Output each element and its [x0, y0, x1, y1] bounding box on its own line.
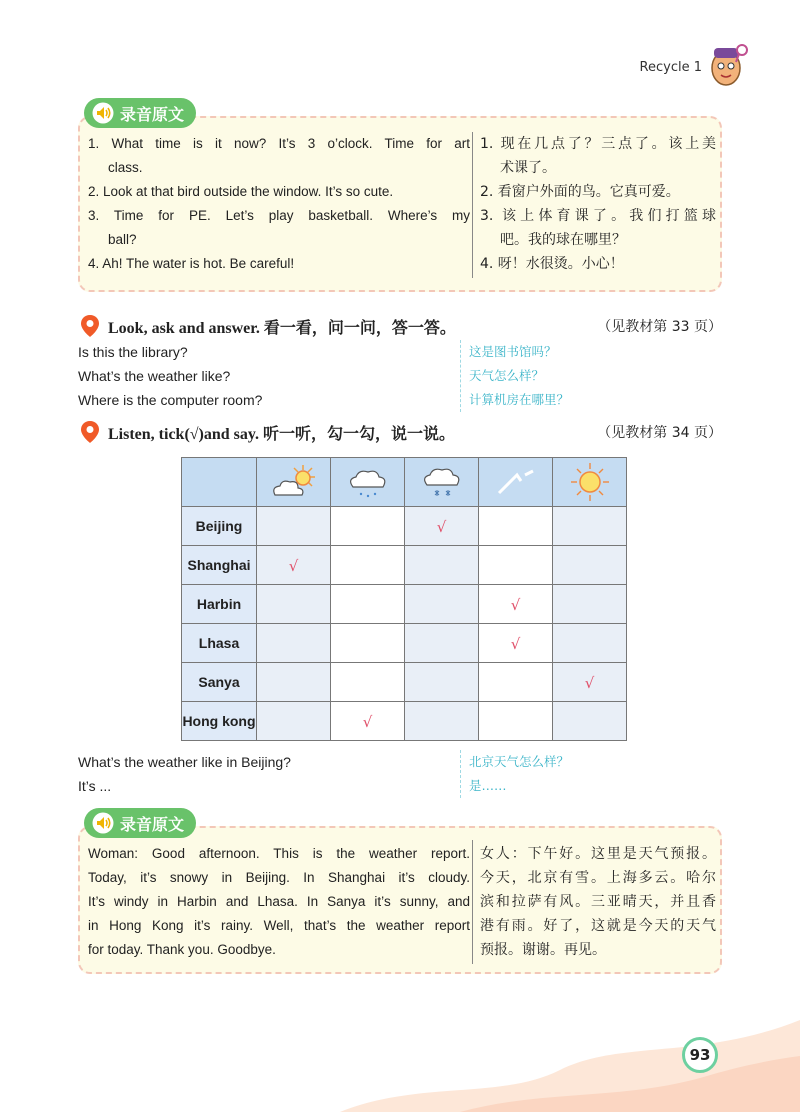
tick-cell[interactable]	[257, 546, 331, 585]
transcript-line: 滨和拉萨有风。三亚晴天，并且香	[480, 894, 716, 910]
transcript-line: 预报。谢谢。再见。	[480, 942, 606, 958]
translation-line: 计算机房在哪里？	[469, 392, 570, 407]
transcript-line: 3. Time for PE. Let’s play basketball. Where’s my	[88, 208, 470, 223]
question-line: What’s the weather like in Beijing?	[78, 754, 291, 770]
translation-line: 这是图书馆吗？	[469, 344, 557, 359]
transcript-2-english	[88, 842, 470, 962]
transcript-label-text: 录音原文	[120, 104, 185, 124]
city-name: Lhasa	[182, 624, 257, 663]
transcript-line: class.	[108, 160, 143, 175]
question-line: It’s ...	[78, 778, 112, 794]
tick-cell[interactable]	[479, 585, 553, 624]
tick-cell[interactable]	[331, 507, 405, 546]
tick-cell[interactable]	[257, 624, 331, 663]
section-title: Look, ask and answer. 看一看，问一问，答一答。	[108, 319, 456, 337]
location-pin-icon	[80, 314, 100, 338]
translation-line: 天气怎么样？	[469, 368, 545, 383]
question-line: Where is the computer room?	[78, 392, 263, 408]
col-windy	[479, 458, 553, 507]
tick-cell[interactable]	[405, 624, 479, 663]
transcript-line: 1. 现在几点了？三点了。该上美	[480, 136, 716, 152]
weather-table-header	[182, 458, 627, 507]
page-number: 93	[682, 1037, 718, 1073]
tick-cell[interactable]	[553, 546, 627, 585]
translation-line: 北京天气怎么样？	[469, 754, 570, 769]
city-name: Sanya	[182, 663, 257, 702]
transcript-line: Woman: Good afternoon. This is the weather report.	[88, 846, 470, 861]
location-pin-icon	[80, 420, 100, 444]
check-mark-icon: √	[362, 712, 373, 731]
check-mark-icon: √	[436, 517, 447, 536]
tick-cell[interactable]	[257, 663, 331, 702]
section-listen-tick-say	[80, 419, 722, 445]
section-title: Listen, tick(√)and say. 听一听，勾一勾，说一说。	[108, 425, 456, 443]
textbook-reference: （见教材第 33 页）	[597, 319, 722, 335]
transcript-line: 吧。我的球在哪里？	[500, 232, 626, 248]
transcript-line: 今天，北京有雪。上海多云。哈尔	[480, 870, 716, 886]
transcript-line: 港有雨。好了，这就是今天的天气	[480, 918, 716, 934]
question-line: Is this the library?	[78, 344, 188, 360]
transcript-label-text: 录音原文	[120, 814, 185, 834]
city-name: Shanghai	[182, 546, 257, 585]
col-rainy	[331, 458, 405, 507]
translation-line: 是……	[469, 778, 507, 793]
transcript-line: 1. What time is it now? It’s 3 o’clock. Time for art	[88, 136, 470, 151]
city-name: Harbin	[182, 585, 257, 624]
speaker-icon	[92, 812, 114, 834]
transcript-line: 2. 看窗户外面的鸟。它真可爱。	[480, 184, 680, 200]
tick-cell[interactable]	[553, 624, 627, 663]
transcript-line: for today. Thank you. Goodbye.	[88, 942, 276, 957]
sunny-icon	[563, 461, 617, 503]
tick-cell[interactable]	[553, 702, 627, 741]
tick-cell[interactable]	[479, 663, 553, 702]
column-divider	[472, 132, 473, 278]
column-divider	[472, 840, 473, 964]
snowy-icon	[415, 463, 469, 501]
col-snowy	[405, 458, 479, 507]
tick-cell[interactable]	[479, 624, 553, 663]
tick-cell[interactable]	[553, 507, 627, 546]
transcript-line: 术课了。	[500, 160, 556, 176]
textbook-reference: （见教材第 34 页）	[597, 425, 722, 441]
check-mark-icon: √	[288, 556, 299, 575]
windy-icon	[489, 463, 543, 501]
tick-cell[interactable]	[553, 585, 627, 624]
question-list	[78, 340, 262, 412]
tick-cell[interactable]	[405, 546, 479, 585]
question-line: What’s the weather like?	[78, 368, 231, 384]
speaker-icon	[92, 102, 114, 124]
followup-question-list	[78, 750, 291, 798]
transcript-line: ball?	[108, 232, 137, 247]
transcript-line: in Hong Kong it’s rainy. Well, that’s the weather report	[88, 918, 470, 933]
tick-cell[interactable]	[479, 702, 553, 741]
tick-cell[interactable]	[405, 507, 479, 546]
check-mark-icon: √	[584, 673, 595, 692]
city-name: Hong kong	[182, 702, 257, 741]
bottom-wave-decoration	[0, 1000, 800, 1112]
transcript-line: It’s windy in Harbin and Lhasa. In Sanya it’s sunny, and	[88, 894, 470, 909]
transcript-label-1	[84, 98, 196, 128]
col-sunny	[553, 458, 627, 507]
weather-row	[182, 702, 627, 741]
transcript-line: 4. 呀！水很烫。小心！	[480, 256, 624, 272]
tick-cell[interactable]	[405, 585, 479, 624]
unit-label: Recycle 1	[639, 60, 702, 75]
tick-cell[interactable]	[257, 507, 331, 546]
tick-cell[interactable]	[405, 702, 479, 741]
check-mark-icon: √	[510, 634, 521, 653]
transcript-2-chinese	[480, 842, 716, 962]
transcript-line: 3. 该上体育课了。我们打篮球	[480, 208, 716, 224]
followup-translation-list	[460, 750, 569, 798]
transcript-label-2	[84, 808, 196, 838]
weather-row	[182, 585, 627, 624]
rainy-icon	[341, 463, 395, 501]
transcript-line: Today, it’s snowy in Beijing. In Shanghai it’s cloudy.	[88, 870, 470, 885]
tick-cell[interactable]	[331, 546, 405, 585]
transcript-line: 女人：下午好。这里是天气预报。	[480, 846, 716, 862]
mascot-icon	[706, 40, 750, 92]
weather-row	[182, 546, 627, 585]
tick-cell[interactable]	[405, 663, 479, 702]
tick-cell[interactable]	[479, 507, 553, 546]
transcript-1-chinese	[480, 132, 716, 276]
tick-cell[interactable]	[331, 702, 405, 741]
transcript-box-1	[78, 116, 722, 292]
translation-list	[460, 340, 569, 412]
table-corner	[182, 458, 257, 507]
tick-cell[interactable]	[257, 702, 331, 741]
check-mark-icon: √	[510, 595, 521, 614]
transcript-line: 4. Ah! The water is hot. Be careful!	[88, 256, 295, 271]
sunny-cloudy-icon	[267, 463, 321, 501]
transcript-line: 2. Look at that bird outside the window. It’s so cute.	[88, 184, 394, 199]
tick-cell[interactable]	[479, 546, 553, 585]
tick-cell[interactable]	[331, 624, 405, 663]
tick-cell[interactable]	[257, 585, 331, 624]
tick-cell[interactable]	[331, 663, 405, 702]
weather-row	[182, 507, 627, 546]
city-name: Beijing	[182, 507, 257, 546]
tick-cell[interactable]	[553, 663, 627, 702]
transcript-box-2	[78, 826, 722, 974]
weather-row	[182, 624, 627, 663]
tick-cell[interactable]	[331, 585, 405, 624]
weather-table	[181, 457, 627, 741]
col-sunny-cloudy	[257, 458, 331, 507]
transcript-1-english	[88, 132, 470, 276]
section-look-ask-answer	[80, 313, 722, 339]
weather-row	[182, 663, 627, 702]
